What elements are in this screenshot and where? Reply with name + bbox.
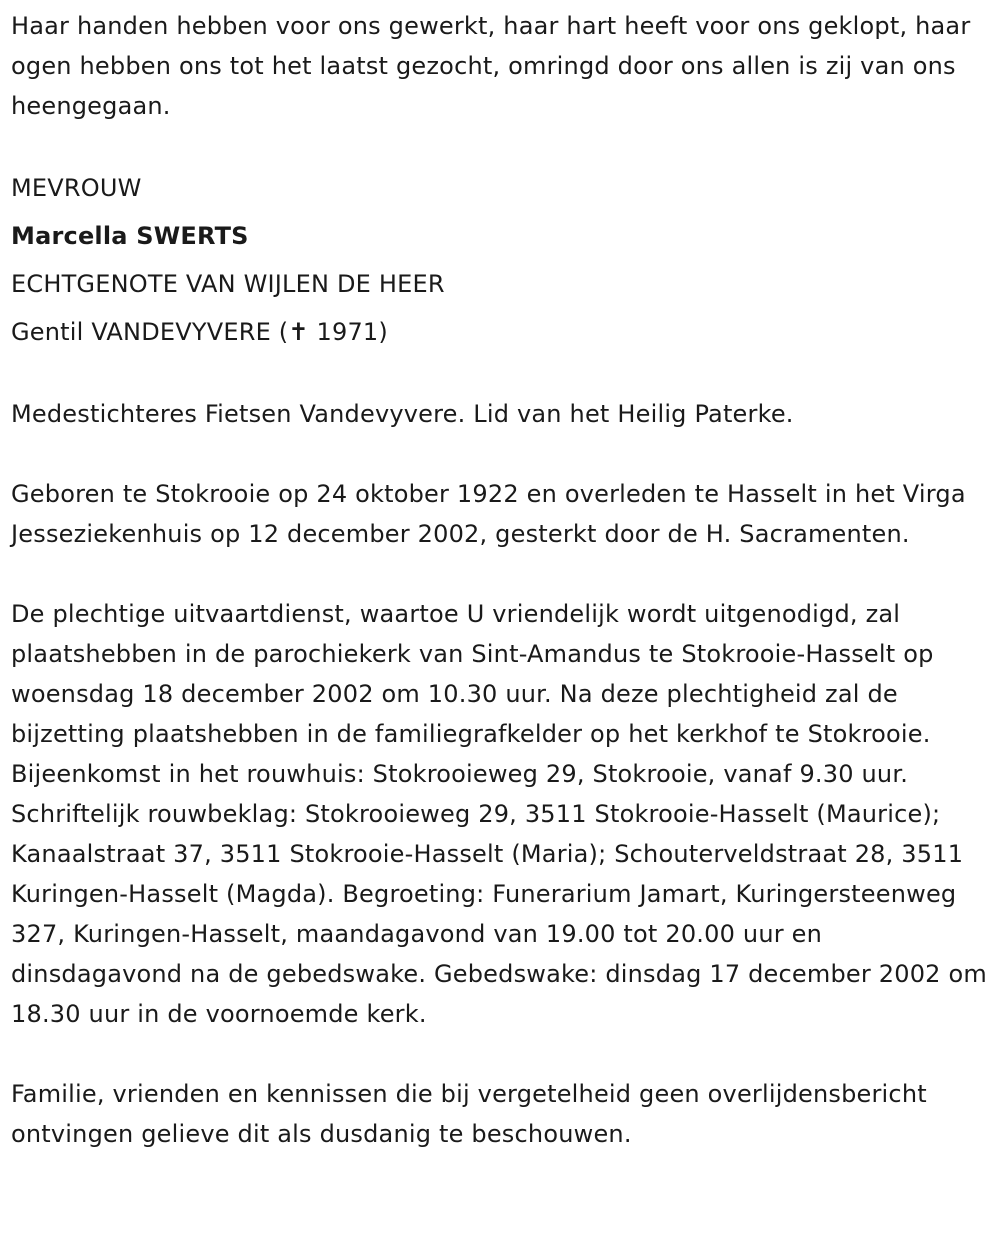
closing-note-text: Familie, vrienden en kennissen die bij vergetelheid geen overlijdensbericht ontvingen gelieve dit als dusdanig te beschouwen. — [11, 1080, 927, 1148]
spouse-line: Gentil VANDEVYVERE (✝ 1971) — [11, 318, 388, 346]
birth-death-text: Geboren te Stokrooie op 24 oktober 1922 en overleden te Hasselt in het Virga Jesseziekenhuis op 12 december 2002, gesterkt door de H. Sacramenten. — [11, 480, 966, 548]
spouse-name: Gentil VANDEVYVERE — [11, 318, 271, 346]
relation-line: ECHTGENOTE VAN WIJLEN DE HEER — [11, 270, 445, 298]
spouse-death-year: 1971 — [316, 318, 379, 346]
deceased-heading — [11, 164, 988, 356]
deceased-name: Marcella SWERTS — [11, 222, 249, 250]
affiliations-text: Medestichteres Fietsen Vandevyvere. Lid van het Heilig Paterke. — [11, 400, 794, 428]
funeral-details-text: De plechtige uitvaartdienst, waartoe U vriendelijk wordt uitgenodigd, zal plaatshebben in de parochiekerk van Sint-Amandus te Stokrooie-Hasselt op woensdag 18 december 2002 om 10.30 uur. Na deze plechtigheid zal de bijzetting plaatshebben in de familiegrafkelder op het kerkhof te Stokrooie. Bijeenkomst in het rouwhuis: Stokrooieweg 29, Stokrooie, vanaf 9.30 uur. Schriftelijk rouwbeklag: Stokrooieweg 29, 3511 Stokrooie-Hasselt (Maurice); Kanaalstraat 37, 3511 Stokrooie-Hasselt (Maria); Schouterveldstraat 28, 3511 Kuringen-Hasselt (Magda). Begroeting: Funerarium Jamart, Kuringersteenweg 327, Kuringen-Hasselt, maandagavond van 19.00 tot 20.00 uur en dinsdagavond na de gebedswake. Gebedswake: dinsdag 17 december 2002 om 18.30 uur in de voornoemde kerk. — [11, 600, 987, 1028]
salutation: MEVROUW — [11, 174, 142, 202]
intro-text: Haar handen hebben voor ons gewerkt, haar hart heeft voor ons geklopt, haar ogen hebben ons tot het laatst gezocht, omringd door ons allen is zij van ons heengegaan. — [11, 12, 971, 120]
cross-icon: ✝ — [288, 318, 309, 346]
